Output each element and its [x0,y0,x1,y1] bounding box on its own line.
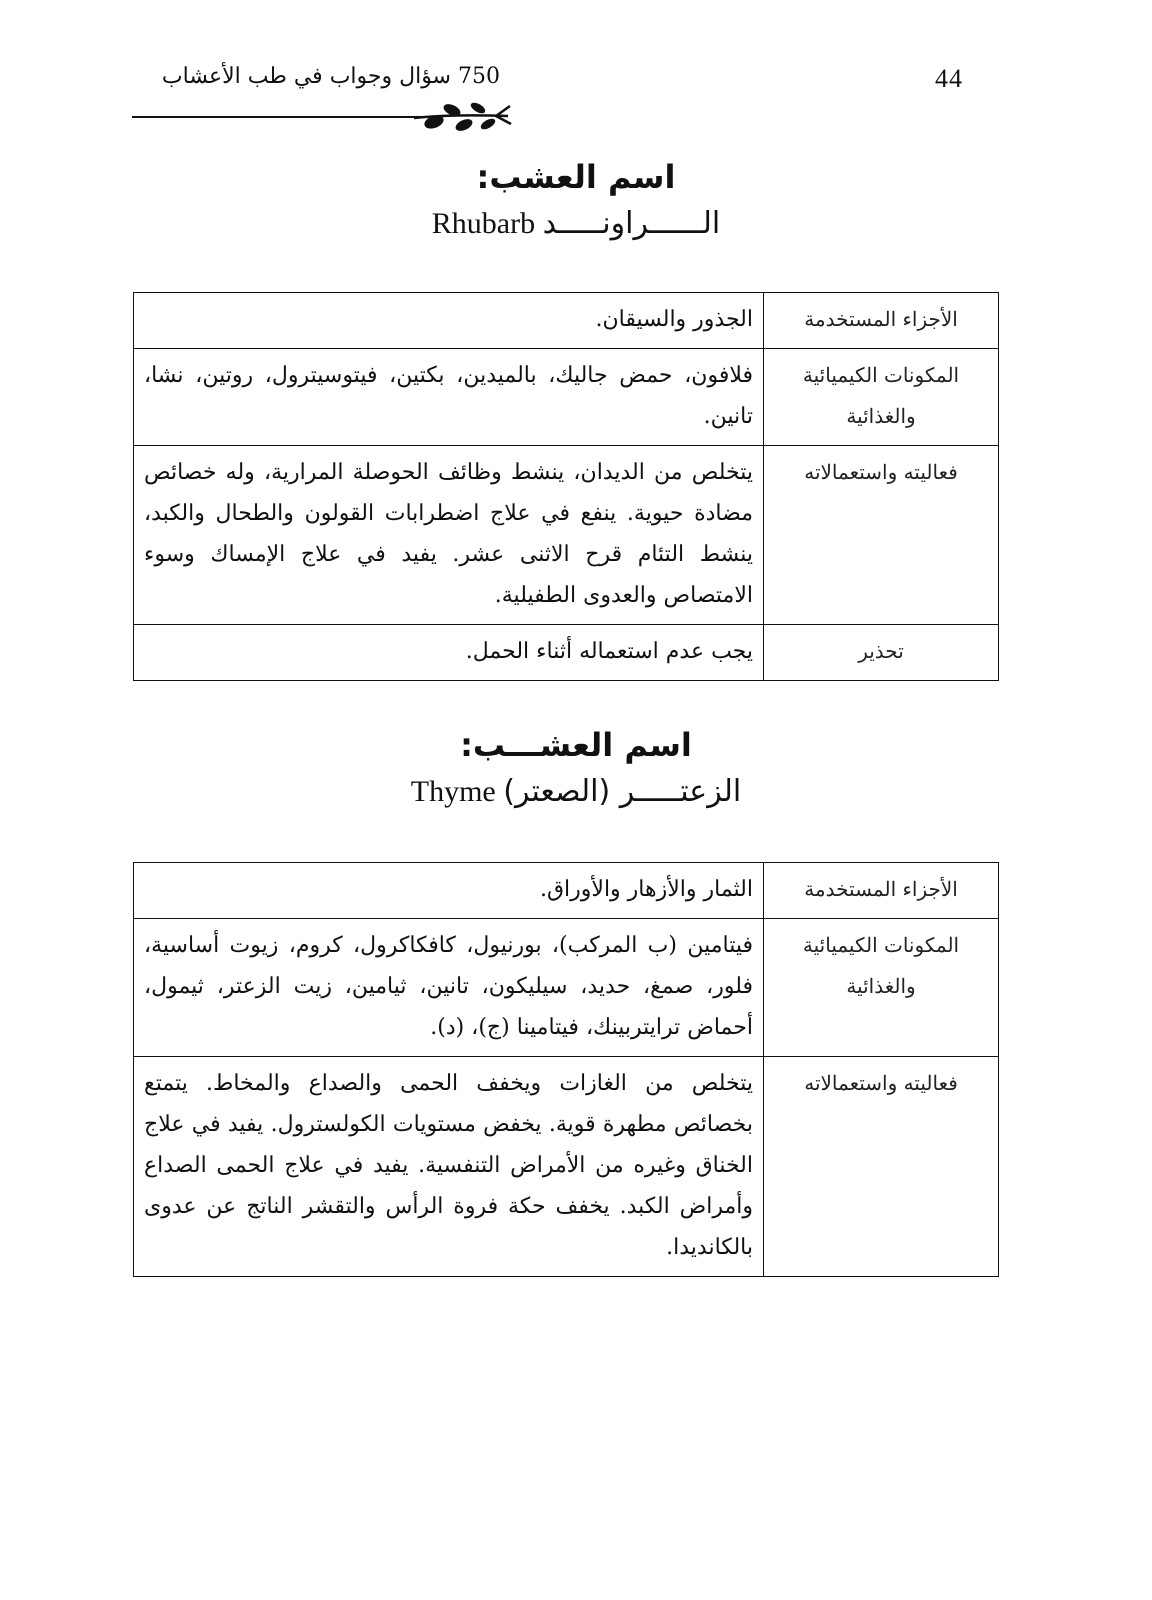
field-label: الأجزاء المستخدمة [764,293,999,349]
table-row [134,919,999,1057]
herb-arabic-name: الــــــراونـــــد [542,206,721,241]
table-row [134,446,999,625]
field-value: فيتامين (ب المركب)، بورنيول، كافكاكرول، كروم، زيوت أساسية، فلور، صمغ، حديد، سيليكون، تانين، ثيامين، زيت الزعتر، ثيمول، أحماض ترايتربينك، فيتامينا (ج)، (د). [134,919,764,1057]
field-value: يتخلص من الديدان، ينشط وظائف الحوصلة المرارية، وله خصائص مضادة حيوية. ينفع في علاج اضطرابات القولون والطحال والكبد، ينشط التئام قرح الاثنى عشر. يفيد في علاج الإمساك وسوء الامتصاص والعدوى الطفيلية. [134,446,764,625]
field-label: الأجزاء المستخدمة [764,863,999,919]
table-row [134,293,999,349]
table-row [134,349,999,446]
field-label: فعاليته واستعمالاته [764,446,999,625]
field-label: تحذير [764,625,999,681]
herb-arabic-name: الزعتـــــر (الصعتر) [503,774,742,809]
herb-latin-name: Thyme [410,775,496,808]
herb-name-label: اسم العشـــب: [460,726,692,764]
table-row [134,863,999,919]
leaf-ornament-icon [412,98,512,136]
field-value: الثمار والأزهار والأوراق. [134,863,764,919]
herb-heading-thyme [0,726,1152,809]
herb-name-label: اسم العشب: [476,158,676,196]
herb-latin-name: Rhubarb [431,207,536,240]
herb-names [0,206,1152,241]
field-value: فلافون، حمض جاليك، بالميدين، بكتين، فيتوسيترول، روتين، نشا، تانين. [134,349,764,446]
field-value: الجذور والسيقان. [134,293,764,349]
herb-heading-rhubarb [0,158,1152,241]
herb-names [0,774,1152,809]
herb-table-rhubarb [133,292,999,681]
herb-table-thyme [133,862,999,1277]
field-label: المكونات الكيميائية والغذائية [764,349,999,446]
field-value: يتخلص من الغازات ويخفف الحمى والصداع والمخاط. يتمتع بخصائص مطهرة قوية. يخفض مستويات الكولسترول. يفيد في علاج الخناق وغيره من الأمراض التنفسية. يفيد في علاج الحمى الصداع وأمراض الكبد. يخفف حكة فروة الرأس والتقشر الناتج عن عدوى بالكانديدا. [134,1057,764,1277]
header-rule [132,116,432,118]
field-label: المكونات الكيميائية والغذائية [764,919,999,1057]
table-row [134,1057,999,1277]
field-label: فعاليته واستعمالاته [764,1057,999,1277]
page-number: 44 [935,64,963,93]
field-value: يجب عدم استعماله أثناء الحمل. [134,625,764,681]
running-header-title: 750 سؤال وجواب في طب الأعشاب [161,64,500,89]
table-row [134,625,999,681]
